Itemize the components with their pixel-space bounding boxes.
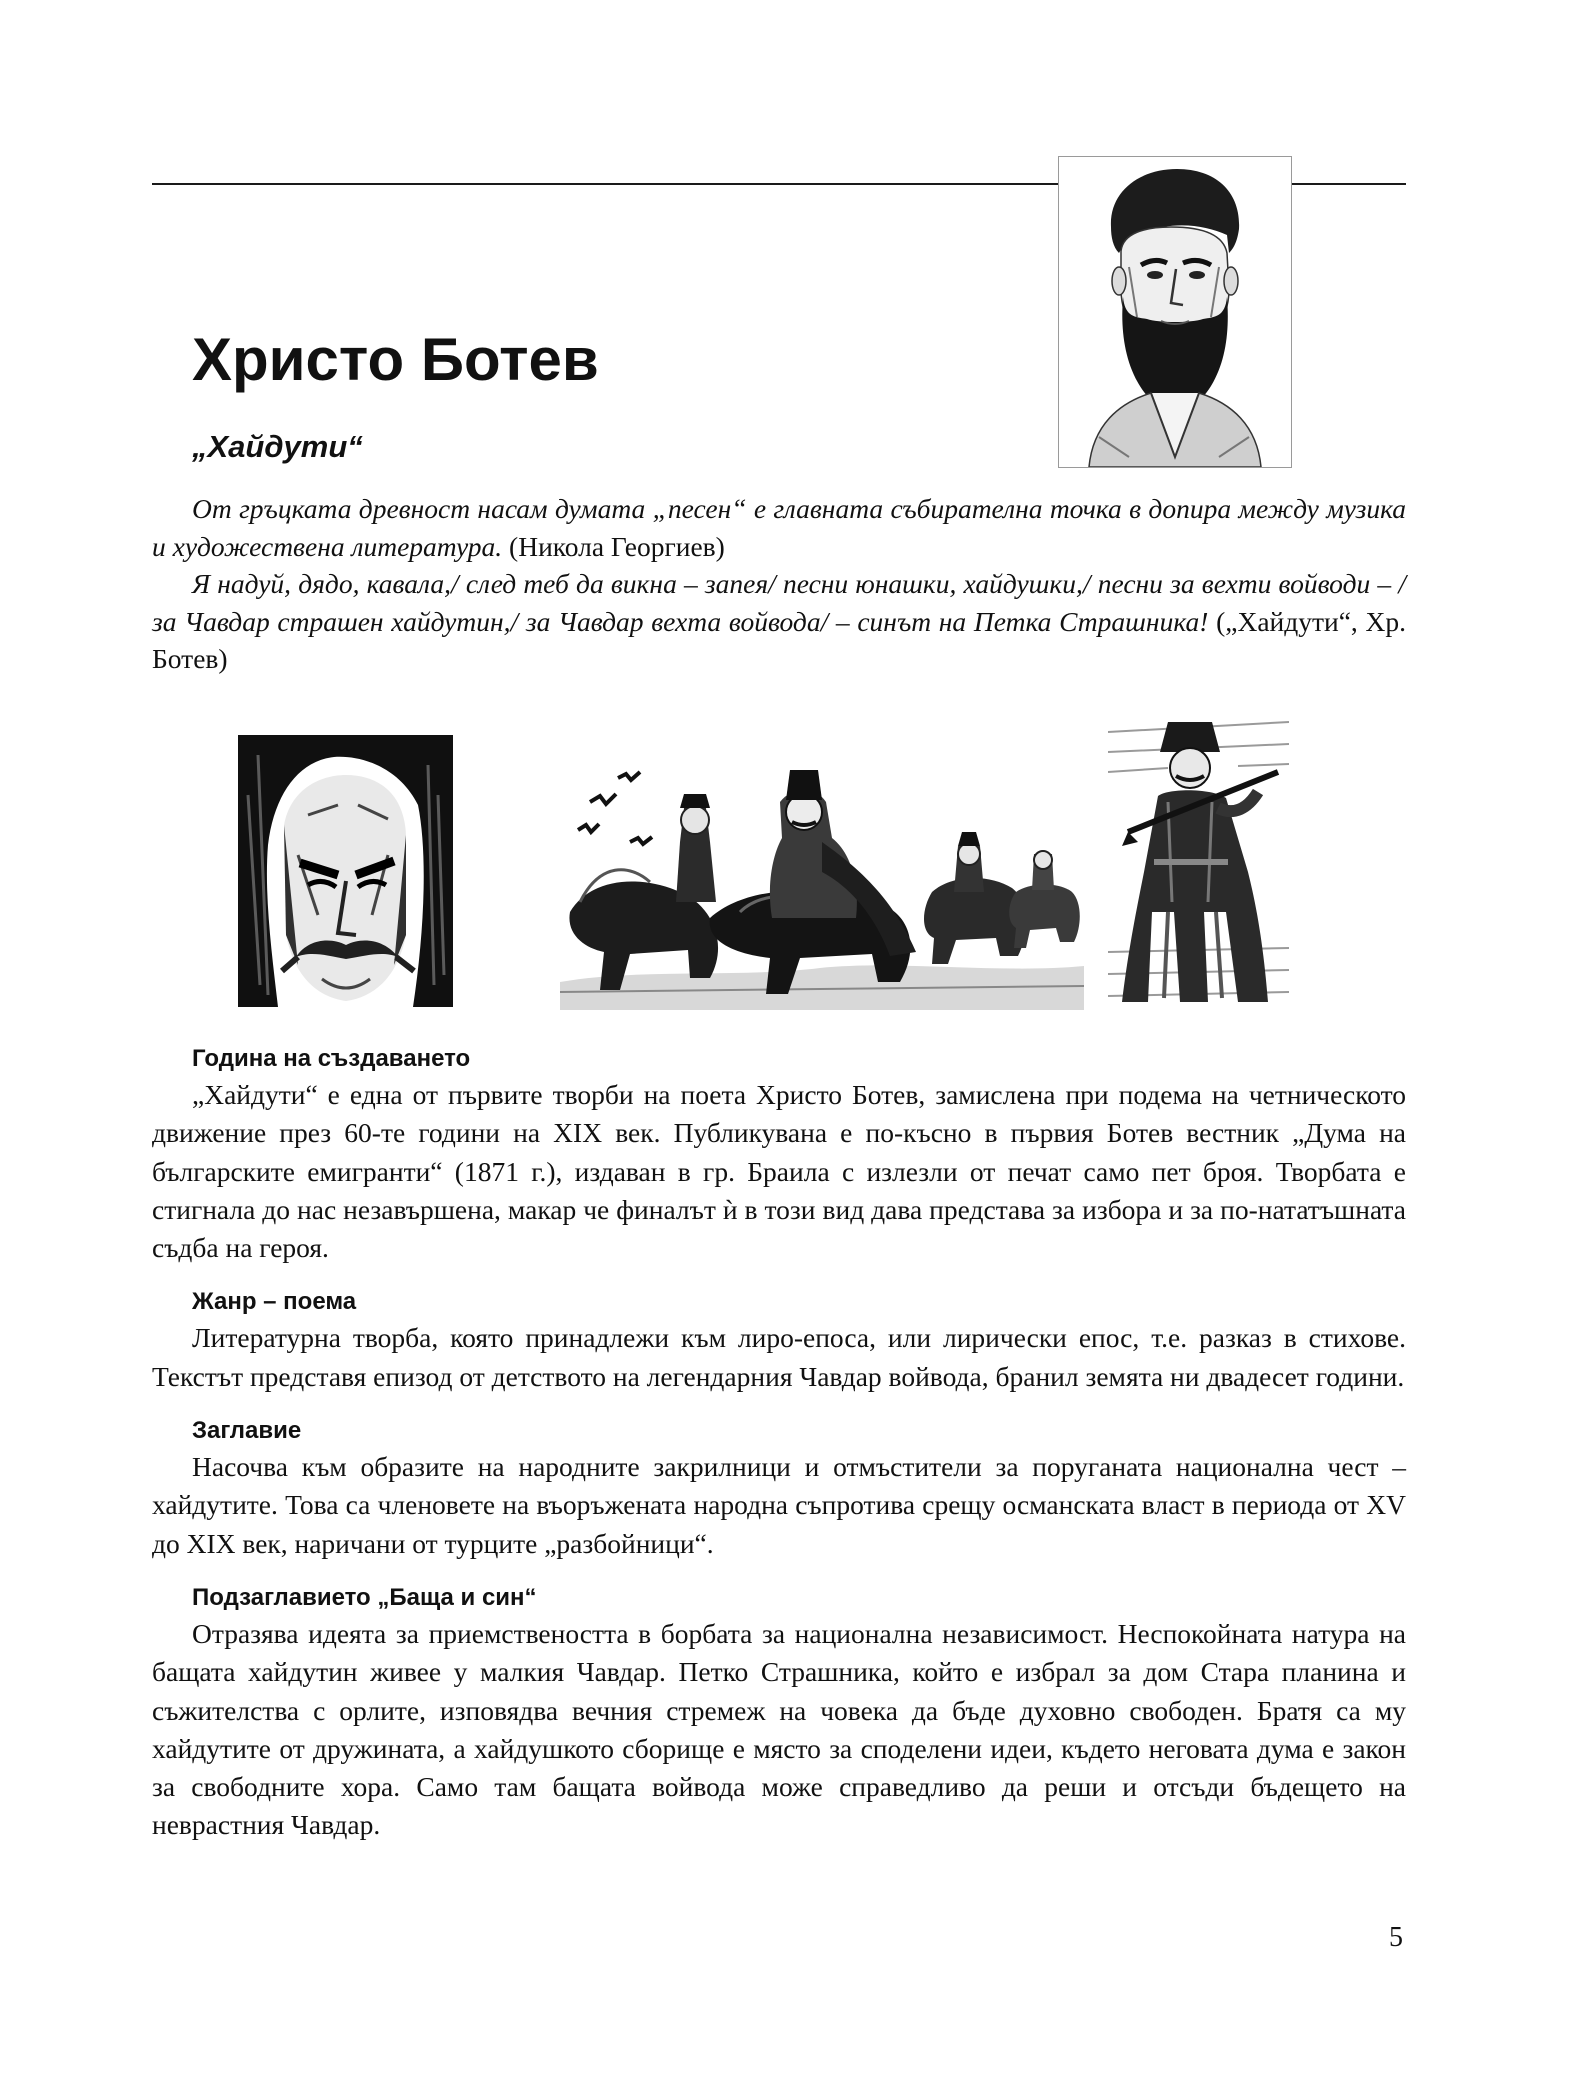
body-text	[152, 1042, 1406, 1863]
section-text-title: Насочва към образите на народните закрилници и отмъстители за поруганата национална чест – хайдутите. Това са членовете на въоръжената народна съпротива срещу османската власт в периода от XV до XIX век, наричани от турците „разбойници“.	[152, 1451, 1406, 1559]
section-heading-genre: Жанр – поема	[192, 1288, 357, 1316]
haidut-with-rifle-illustration	[1108, 712, 1289, 1010]
section-title	[152, 1414, 1406, 1563]
epigraph-2	[152, 565, 1406, 678]
section-heading-subtitle: Подзаглавието „Баща и син“	[192, 1583, 537, 1611]
section-subtitle	[152, 1581, 1406, 1845]
section-heading-year: Година на създаването	[192, 1045, 471, 1072]
work-title: „Хайдути“	[192, 429, 363, 464]
section-year	[152, 1042, 1406, 1267]
author-portrait-image	[1058, 156, 1292, 468]
epigraphs	[152, 490, 1406, 678]
haiduts-on-horseback-illustration	[560, 742, 1084, 1010]
haidut-face-illustration	[238, 735, 453, 1007]
author-name: Христо Ботев	[192, 326, 599, 393]
section-text-year: „Хайдути“ е една от първите творби на поета Христо Ботев, замислена при подема на четническото движение през 60-те години на XIX век. Публикувана е по-късно в първия Ботев вестник „Дума на българските емигранти“ (1871 г.), издаван в гр. Браила с излезли от печат само пет броя. Творбата е стигнала до нас незавършена, макар че финалът ѝ в този вид дава представа за избора и за по-нататъшната съдба на героя.	[152, 1079, 1406, 1264]
epigraph-1-quote: От гръцката древност насам думата „песен“ е главната събирателна точка в допира между музика и художествена литература.	[152, 493, 1406, 562]
section-heading-title: Заглавие	[192, 1417, 302, 1445]
epigraph-1-source: (Никола Георгиев)	[509, 530, 725, 562]
epigraph-2-source: („Хайдути“, Хр. Ботев)	[152, 605, 1406, 674]
section-text-genre: Литературна творба, която принадлежи към лиро-епоса, или лирически епос, т.е. разказ в стихове. Текстът представя епизод от детството на легендарния Чавдар войвода, бранил земята ни двадесет години.	[152, 1322, 1406, 1392]
epigraph-1	[152, 490, 1406, 565]
page-number: 5	[1389, 1922, 1403, 1953]
epigraph-2-quote: Я надуй, дядо, кавала,/ след теб да викна – запея/ песни юнашки, хайдушки,/ песни за вехти войводи – / за Чавдар страшен хайдутин,/ за Чавдар вехта войвода/ – синът на Петка Страшника!	[152, 568, 1406, 637]
section-genre	[152, 1285, 1406, 1396]
section-text-subtitle: Отразява идеята за приемствеността в борбата за национална независимост. Неспокойната натура на бащата хайдутин живее у малкия Чавдар. Петко Страшника, който е избрал за дом Стара планина и съжителства с орлите, изповядва вечния стремеж на човека да бъде духовно свободен. Братя са му хайдутите от дружината, а хайдушкото сборище е място за споделени идеи, където неговата дума е закон за свободните хора. Само там бащата войвода може справедливо да реши и отсъди бъдещето на неврастния Чавдар.	[152, 1617, 1406, 1841]
